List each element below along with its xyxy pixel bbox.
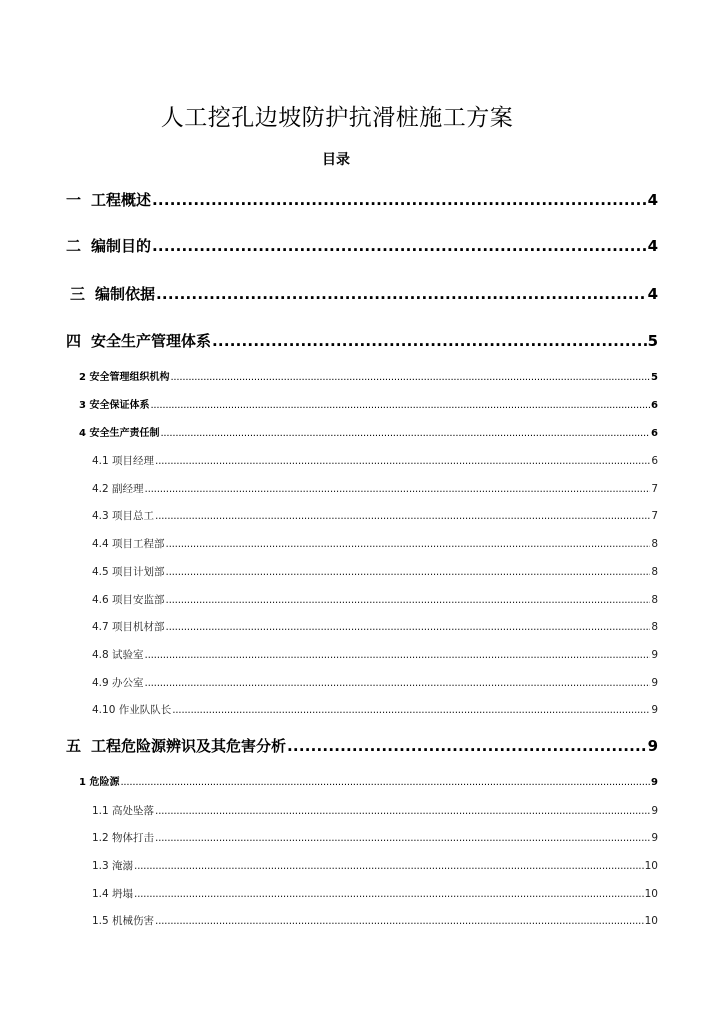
toc-entry-label: 4.1 项目经理 (92, 455, 155, 467)
toc-entry-3-1[interactable] (79, 399, 658, 413)
toc-entry-4-1-2[interactable] (92, 482, 658, 496)
toc-entry-label: 4.8 试验室 (92, 649, 144, 661)
toc-entry-page: 10 (644, 915, 658, 927)
toc-entry-5[interactable] (66, 736, 658, 756)
toc-leader-dots (145, 676, 651, 690)
toc-entry-4-1-10[interactable] (92, 703, 658, 717)
toc-entry-label: 1.2 物体打击 (92, 832, 155, 844)
toc-entry-4-1-7[interactable] (92, 620, 658, 634)
toc-heading: 目录 (322, 152, 350, 168)
toc-leader-dots (155, 509, 650, 523)
toc-entry-page: 9 (651, 805, 658, 817)
toc-leader-dots (212, 331, 647, 351)
toc-entry-number: 三 (70, 285, 86, 303)
toc-entry-label: 4.2 副经理 (92, 483, 144, 495)
toc-entry-4-1-1[interactable] (92, 454, 658, 468)
toc-entry-5-1-1[interactable] (92, 804, 658, 818)
toc-entry-label: 1.3 淹溺 (92, 860, 134, 872)
toc-leader-dots (120, 776, 650, 790)
toc-entry-label: 工程概述 (91, 191, 152, 209)
toc-entry-page: 8 (651, 594, 658, 606)
toc-leader-dots (152, 190, 647, 210)
toc-entry-number: 四 (66, 332, 82, 350)
toc-entry-label: 4 安全生产责任制 (79, 428, 160, 439)
toc-leader-dots (152, 236, 647, 256)
toc-entry-page: 7 (651, 510, 658, 522)
toc-entry-page: 9 (651, 704, 658, 716)
toc-entry-5-1-3[interactable] (92, 859, 658, 873)
toc-entry-4[interactable] (66, 331, 658, 351)
toc-entry-label: 4.10 作业队队长 (92, 704, 172, 716)
toc-entry-label: 4.5 项目计划部 (92, 566, 165, 578)
toc-leader-dots (166, 537, 651, 551)
toc-entry-5-1-2[interactable] (92, 831, 658, 845)
toc-entry-page: 7 (651, 483, 658, 495)
toc-leader-dots (155, 831, 650, 845)
toc-entry-page: 5 (651, 372, 658, 383)
toc-entry-number: 二 (66, 237, 82, 255)
toc-entry-page: 9 (651, 677, 658, 689)
toc-entry-page: 8 (651, 621, 658, 633)
toc-entry-2-1[interactable] (79, 371, 658, 385)
toc-entry-label: 4.9 办公室 (92, 677, 144, 689)
toc-entry-5-1-4[interactable] (92, 887, 658, 901)
toc-entry-page: 8 (651, 538, 658, 550)
toc-leader-dots (287, 736, 647, 756)
toc-leader-dots (160, 427, 650, 441)
toc-entry-label: 4.7 项目机材部 (92, 621, 165, 633)
toc-entry-2[interactable] (66, 236, 658, 256)
toc-entry-5-1-5[interactable] (92, 914, 658, 928)
toc-leader-dots (145, 648, 651, 662)
toc-entry-4-1-4[interactable] (92, 537, 658, 551)
toc-leader-dots (170, 371, 650, 385)
toc-entry-number: 五 (66, 737, 82, 755)
toc-entry-4-1-5[interactable] (92, 565, 658, 579)
toc-entry-label: 1 危险源 (79, 777, 120, 788)
toc-entry-label: 2 安全管理组织机构 (79, 372, 170, 383)
toc-entry-label: 安全生产管理体系 (91, 332, 212, 350)
toc-leader-dots (155, 914, 644, 928)
toc-entry-page: 9 (651, 777, 658, 788)
toc-leader-dots (155, 454, 650, 468)
toc-entry-label: 1.1 高处坠落 (92, 805, 155, 817)
toc-entry-5-1[interactable] (79, 776, 658, 790)
toc-entry-page: 9 (651, 832, 658, 844)
toc-entry-page: 6 (651, 400, 658, 411)
toc-leader-dots (172, 703, 650, 717)
toc-entry-1[interactable] (66, 190, 658, 210)
toc-leader-dots (134, 859, 644, 873)
toc-entry-page: 4 (647, 191, 658, 209)
toc-entry-label: 4.4 项目工程部 (92, 538, 165, 550)
toc-leader-dots (145, 482, 651, 496)
toc-entry-label: 1.4 坍塌 (92, 888, 134, 900)
toc-leader-dots (156, 284, 647, 304)
toc-entry-label: 编制依据 (95, 285, 156, 303)
toc-entry-page: 9 (651, 649, 658, 661)
toc-leader-dots (166, 593, 651, 607)
toc-leader-dots (155, 804, 650, 818)
toc-leader-dots (150, 399, 650, 413)
toc-entry-label: 4.3 项目总工 (92, 510, 155, 522)
toc-entry-page: 10 (644, 860, 658, 872)
document-title: 人工挖孔边坡防护抗滑桩施工方案 (160, 105, 514, 131)
toc-entry-page: 8 (651, 566, 658, 578)
toc-leader-dots (134, 887, 644, 901)
toc-entry-page: 4 (647, 285, 658, 303)
toc-entry-3[interactable] (70, 284, 658, 304)
toc-entry-4-1-9[interactable] (92, 676, 658, 690)
toc-entry-4-1-3[interactable] (92, 509, 658, 523)
toc-leader-dots (166, 620, 651, 634)
toc-entry-number: 一 (66, 191, 82, 209)
toc-entry-page: 5 (647, 332, 658, 350)
toc-entry-page: 6 (651, 455, 658, 467)
toc-entry-label: 编制目的 (91, 237, 152, 255)
toc-leader-dots (166, 565, 651, 579)
toc-entry-page: 4 (647, 237, 658, 255)
toc-entry-label: 4.6 项目安监部 (92, 594, 165, 606)
toc-entry-label: 工程危险源辨识及其危害分析 (91, 737, 287, 755)
toc-entry-page: 10 (644, 888, 658, 900)
toc-entry-label: 3 安全保证体系 (79, 400, 150, 411)
toc-entry-4-1-6[interactable] (92, 593, 658, 607)
toc-entry-4-1-8[interactable] (92, 648, 658, 662)
toc-entry-label: 1.5 机械伤害 (92, 915, 155, 927)
toc-entry-page: 6 (651, 428, 658, 439)
toc-entry-page: 9 (647, 737, 658, 755)
toc-entry-4-1[interactable] (79, 427, 658, 441)
